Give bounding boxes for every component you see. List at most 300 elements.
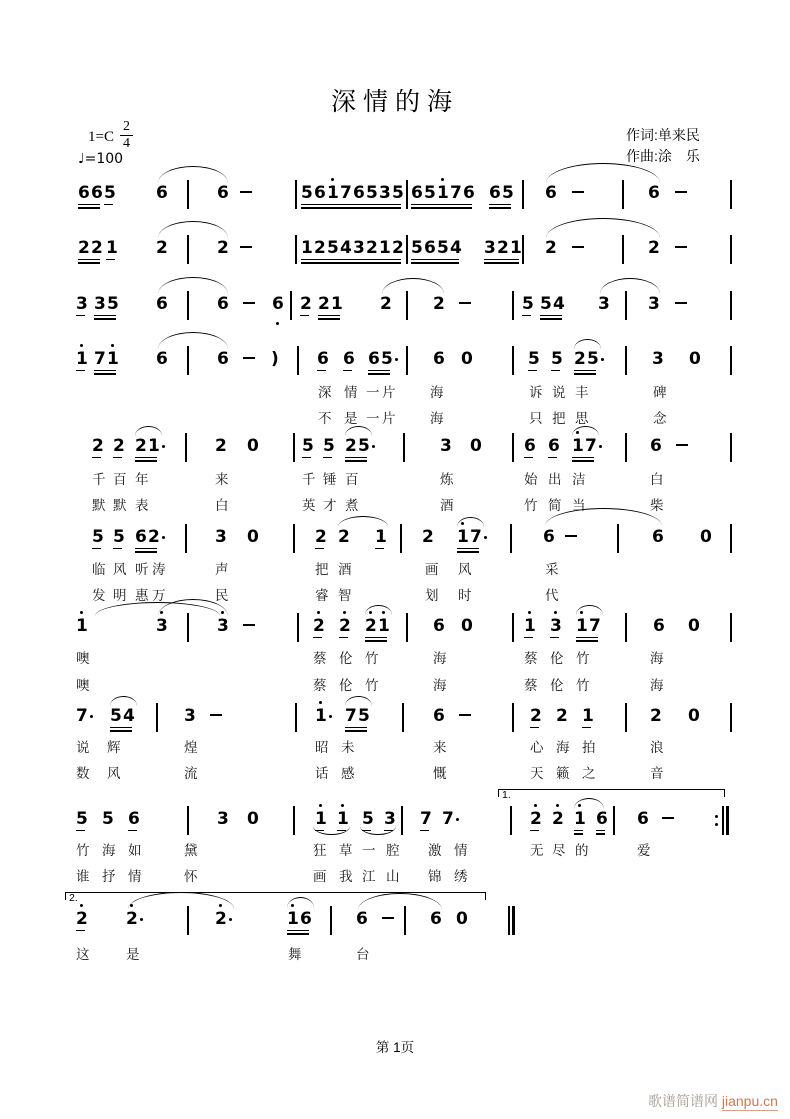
note [106,239,119,258]
note-digit: 2 [156,238,168,258]
lyric-syllable: 竹 [365,651,379,666]
note-digit: 6 [317,349,329,369]
note-digit: 5 [102,809,114,829]
note-digit: 6 [217,183,229,203]
note-digit: 2 [318,294,330,314]
beam-underline [574,830,583,831]
slur-arc [574,798,604,809]
lyric-syllable: 抒 [102,869,116,884]
lyric-syllable: 狂 [313,843,327,858]
note-digit: 6 [545,183,557,203]
note-digit: 1 [315,706,327,726]
lyric-syllable: 画 [425,562,439,577]
note [545,184,558,203]
note [135,437,161,456]
beam-underline [411,207,472,208]
note-digit: 6 [272,294,284,314]
lyric-syllable: 未 [341,740,355,755]
note-digit: 2 [113,436,125,456]
barline [730,235,732,264]
lyric-syllable: 诉 [529,385,543,400]
beam-underline [524,637,533,638]
augmentation-dot [90,715,93,718]
barline [406,346,408,375]
lyric-syllable: 绣 [454,869,468,884]
volta-label: 1. [502,789,511,801]
note-digit: 2 [392,238,404,258]
note-digit: 6 [648,183,660,203]
note-digit: 3 [353,238,365,258]
slur-arc [158,166,228,183]
barline [156,703,158,732]
slur-arc [365,605,392,615]
slur-arc [345,696,372,706]
note-digit: 7 [76,706,88,726]
lyric-syllable: 感 [341,766,355,781]
note-digit: 5 [358,436,370,456]
note-digit: 5 [502,183,514,203]
note-digit: 0 [247,436,259,456]
lyric-syllable: 思 [575,411,589,426]
note [442,810,455,829]
note-digit: 2 [313,616,325,636]
note-digit: 2 [366,238,378,258]
note [551,350,564,369]
note [215,528,228,547]
barline [730,180,732,209]
note-digit: 6 [433,706,445,726]
beam-underline [94,318,116,319]
note-digit: 5 [323,436,335,456]
note [456,910,469,929]
note-digit: 2 [215,909,227,929]
lyric-syllable: 民 [215,588,229,603]
beam-underline [411,262,459,263]
lyric-syllable: 惠 [135,588,149,603]
note-digit: 2 [338,527,350,547]
lyric-syllable: 噢 [76,678,90,693]
note [110,707,136,726]
song-title: 深情的海 [330,89,459,116]
octave-dot-above [80,611,83,614]
note-digit: 1 [76,616,88,636]
beam-underline [313,637,322,638]
note [461,350,474,369]
lyric-syllable: 腔 [386,843,400,858]
note-digit: 0 [247,527,259,547]
barline [293,524,295,553]
barline [403,433,405,462]
barline [522,235,524,264]
slur-arc [338,516,388,527]
note [156,617,169,636]
lyric-syllable: 之 [582,766,596,781]
note [338,528,351,547]
beam-underline [76,315,85,316]
note-digit: 5 [366,183,378,203]
lyric-syllable: 锦 [428,869,442,884]
note [339,617,352,636]
note [433,295,446,314]
note-digit: 1 [437,183,449,203]
augmentation-dot [395,358,398,361]
note-digit: 2 [314,238,326,258]
note-digit: 3 [379,183,391,203]
lyric-syllable: 海 [430,411,444,426]
lyric-syllable: 默 [113,498,127,513]
beam-underline [110,730,132,731]
duration-dash [675,302,687,304]
lyric-syllable: 不 [318,411,332,426]
note-digit: 6 [128,809,140,829]
barline [512,433,514,462]
barline [185,433,187,462]
beam-underline [574,373,596,374]
lyric-syllable: 把 [552,411,566,426]
beam-underline [106,259,115,260]
lyric-syllable: 默 [92,498,106,513]
lyric-syllable: 竹 [576,678,590,693]
note-digit: ) [271,349,279,369]
note-digit: 5 [301,183,313,203]
barline [187,235,189,264]
barline [187,180,189,209]
lyric-syllable: 是 [344,411,358,426]
beam-underline [345,457,367,458]
lyric-syllable: 一 [366,411,380,426]
note [574,810,587,829]
barline [510,524,512,553]
barline [622,180,624,209]
barline [290,291,292,320]
beam-underline [135,460,157,461]
note-digit: 3 [76,294,88,314]
lyric-syllable: 海 [650,678,664,693]
note-digit: 1 [331,294,343,314]
lyric-syllable: 浪 [650,740,664,755]
beam-underline [300,315,309,316]
barline [293,806,295,835]
duration-dash [243,624,255,626]
octave-dot-above [528,611,531,614]
lyric-syllable: 百 [113,472,127,487]
note-digit: 1 [524,616,536,636]
lyric-syllable: 发 [92,588,106,603]
note-digit: 6 [637,809,649,829]
barline [613,806,615,835]
beam-underline [548,457,557,458]
barline [625,613,627,642]
duration-dash [662,817,674,819]
lyric-syllable: 百 [345,472,359,487]
note-digit: 2 [497,238,509,258]
lyric-syllable: 千 [302,472,316,487]
barline [625,346,627,375]
barline [510,806,512,835]
duration-dash [240,246,252,248]
note-digit: 0 [247,809,259,829]
lyric-syllable: 江 [362,869,376,884]
octave-dot-above [317,611,320,614]
note-digit: 6 [524,436,536,456]
note-digit: 1 [148,436,160,456]
note [78,184,104,203]
beam-underline [528,370,537,371]
note-digit: 2 [92,436,104,456]
note [637,810,650,829]
beam-underline [92,457,101,458]
slur-arc [546,218,660,238]
note-digit: 4 [553,294,565,314]
note-digit: 5 [110,706,122,726]
beam-underline [128,830,137,831]
barline [400,524,402,553]
lyric-syllable: 英 [302,498,316,513]
beam-underline [94,370,116,371]
barline [297,346,299,375]
beam-underline [550,637,559,638]
lyric-syllable: 的 [575,843,589,858]
lyric-syllable: 激 [428,843,442,858]
note [247,810,260,829]
note-digit: 5 [587,349,599,369]
note [422,528,435,547]
page-number: 第 1页 [375,1040,415,1055]
beam-underline [551,370,560,371]
barline [730,524,732,553]
slur-arc [158,277,228,294]
octave-dot-above [111,344,114,347]
barline [625,291,627,320]
note-digit: 2 [315,527,327,547]
slur-arc [546,163,660,183]
lyric-syllable: 海 [650,651,664,666]
note-digit: 7 [420,809,432,829]
lyric-syllable: 声 [215,562,229,577]
note-digit: 6 [424,238,436,258]
augmentation-dot [484,536,487,539]
beam-underline [113,548,122,549]
beam-underline [287,930,309,931]
note-digit: 2 [552,809,564,829]
note-digit: 2 [650,706,662,726]
lyric-syllable: 年 [135,472,149,487]
note-digit: 2 [339,616,351,636]
lyric-syllable: 怀 [184,869,198,884]
note-digit: 3 [184,706,196,726]
lyric-syllable: 时 [458,588,472,603]
beam-underline [365,640,387,641]
repeat-dot [715,823,718,826]
note [104,184,117,203]
note-digit: 0 [700,527,712,547]
note [582,707,595,726]
barline [187,806,189,835]
note-digit: 2 [556,706,568,726]
note [652,528,665,547]
note [315,707,328,726]
lyric-syllable: 涛 [152,562,166,577]
note [598,295,611,314]
augmentation-dot [162,445,165,448]
note [317,350,330,369]
slur-arc [457,517,484,527]
note [470,437,483,456]
time-signature-numerator: 2 [120,119,133,136]
duration-dash [572,191,584,193]
note [156,350,169,369]
octave-dot-above [319,804,322,807]
note-digit: 6 [433,349,445,369]
note-digit: 6 [368,349,380,369]
final-barline [512,906,515,935]
lyric-syllable: 慨 [433,766,447,781]
beam-underline [540,315,562,316]
lyric-syllable: 划 [425,588,439,603]
beam-underline [574,370,596,371]
duration-dash [382,917,394,919]
note-digit: 5 [424,183,436,203]
note [433,617,446,636]
lyric-syllable: 洁 [572,472,586,487]
slur-arc [545,508,662,526]
note [528,350,541,369]
note-digit: 2 [365,616,377,636]
lyric-syllable: 黛 [184,843,198,858]
lyric-syllable: 说 [76,740,90,755]
note [92,437,105,456]
lyric-syllable: 睿 [315,588,329,603]
note [102,810,115,829]
note [217,350,230,369]
octave-dot-above [341,804,344,807]
note-digit: 6 [356,909,368,929]
beam-underline [301,262,401,263]
note-digit: 1 [337,809,349,829]
note-digit: 1 [301,238,313,258]
note-digit: 3 [94,294,106,314]
note-digit: 3 [648,294,660,314]
lyric-syllable: 白 [650,472,664,487]
note [356,910,369,929]
lyric-syllable: 碑 [653,385,667,400]
lyric-syllable: 草 [339,843,353,858]
lyric-syllable: 竹 [524,498,538,513]
lyric-syllable: 始 [524,472,538,487]
augmentation-dot [456,818,459,821]
note-digit: 3 [217,616,229,636]
note [433,350,446,369]
note-digit: 4 [340,238,352,258]
beam-underline [457,551,479,552]
note [433,707,446,726]
note-digit: 5 [76,809,88,829]
note-digit: 6 [135,527,147,547]
note-digit: 6 [650,436,662,456]
slur-arc [576,605,603,615]
note-digit: 5 [551,349,563,369]
lyric-syllable: 出 [548,472,562,487]
lyric-syllable: 把 [315,562,329,577]
note-digit: 1 [379,238,391,258]
watermark [648,1091,778,1111]
note [113,528,126,547]
octave-dot-below [276,322,279,325]
barline [730,433,732,462]
beam-underline [113,457,122,458]
duration-dash [240,191,252,193]
barline [187,291,189,320]
lyric-syllable: 天 [530,766,544,781]
note [530,707,543,726]
note-digit: 6 [300,909,312,929]
note-digit: 1 [315,809,327,829]
slur-arc [382,278,444,294]
note [92,528,105,547]
note-digit: 2 [76,909,88,929]
beam-underline [572,460,594,461]
beam-underline [317,370,326,371]
beam-underline [576,640,598,641]
note [411,184,476,203]
time-signature-denominator: 4 [123,136,130,151]
note [217,239,230,258]
note [375,528,388,547]
beam-underline [287,933,309,934]
note [217,810,230,829]
lyric-syllable: 片 [382,385,396,400]
beam-underline [104,204,113,205]
note-digit: 3 [440,436,452,456]
beam-underline [315,548,324,549]
beam-underline [596,833,605,834]
note-digit: 3 [217,809,229,829]
beam-underline [78,259,100,260]
note-digit: 6 [217,294,229,314]
slur-arc [600,278,660,294]
note-digit: 5 [104,183,116,203]
beam-underline [524,457,533,458]
lyric-syllable: 片 [382,411,396,426]
octave-dot-above [331,178,334,181]
note-digit: 3 [550,616,562,636]
note-digit: 1 [327,183,339,203]
note [540,295,566,314]
beam-underline [522,315,531,316]
octave-dot-above [319,701,322,704]
beam-underline [345,460,367,461]
lyric-syllable: 酒 [338,562,352,577]
note [545,239,558,258]
lyric-syllable: 这 [76,947,90,962]
note-digit: 5 [327,238,339,258]
note-digit: 6 [156,294,168,314]
lyric-syllable: 代 [545,588,559,603]
note [550,617,563,636]
lyric-syllable: 音 [650,766,664,781]
lyric-syllable: 海 [556,740,570,755]
note [156,295,169,314]
lyric-syllable: 深 [318,385,332,400]
lyric-syllable: 我 [339,869,353,884]
beam-underline [78,204,100,205]
watermark-domain-link[interactable]: jianpu.cn [721,1093,778,1109]
beam-underline [484,259,519,260]
note-digit: 5 [392,183,404,203]
lyric-syllable: 炼 [440,472,454,487]
beam-underline [135,551,157,552]
lyric-syllable: 当 [572,498,586,513]
